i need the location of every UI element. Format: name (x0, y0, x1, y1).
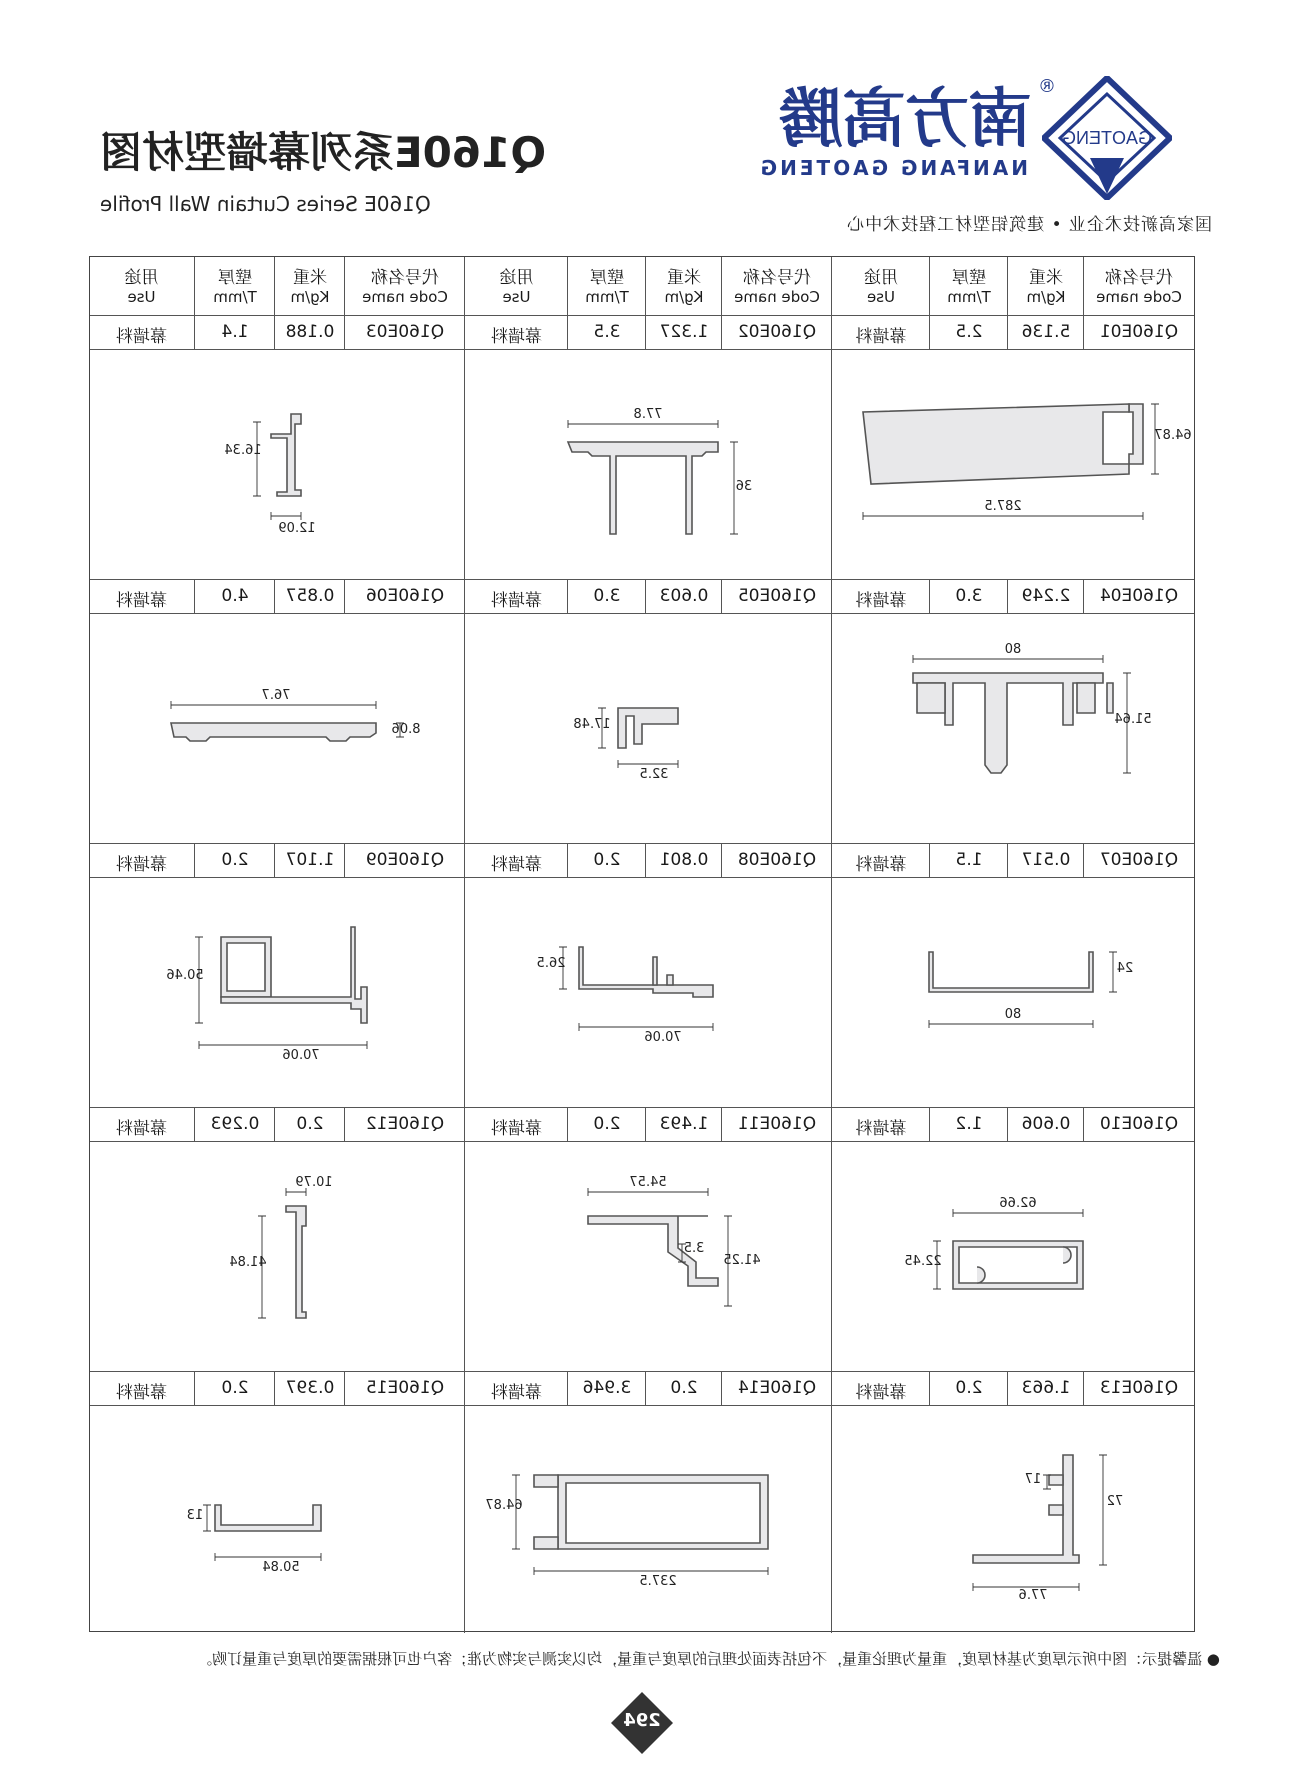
profile-use: 幕墙料 (116, 1119, 167, 1139)
profile-code: Q160E10 (1099, 1114, 1179, 1134)
column-header-cn: 米重 (1029, 268, 1063, 288)
footnote: ● 温馨提示：图中所示厚度为基材厚度，重量为理论重量，不包括表面处理后的厚度与重量，均以实测与实物为准；客户也可根据需要的厚度与重量订购。 (197, 1650, 1220, 1668)
profile-drawing (549, 394, 753, 534)
profile-weight: 0.606 (1021, 1114, 1071, 1134)
profile-weight: 0.857 (285, 586, 335, 606)
profile-drawing (187, 1475, 342, 1575)
profile-drawing (559, 1175, 762, 1326)
column-header-en: Code name (1096, 288, 1182, 306)
profile-outline (172, 723, 377, 741)
column-header-en: T/mm (947, 288, 991, 306)
page-title-cn: Q160E系列幕墙型材图 (100, 128, 547, 177)
column-header (195, 263, 275, 306)
dimension-label: 54.57 (629, 1175, 668, 1190)
profile-outline (559, 1475, 769, 1549)
profile-thickness: 3.0 (955, 586, 983, 606)
profile-weight: 0.517 (1021, 850, 1071, 870)
dimension-label: 10.79 (295, 1175, 334, 1190)
dimension-label: 17 (1024, 1472, 1042, 1487)
dimension-line (1099, 1455, 1107, 1565)
dimension-label: 77.8 (634, 407, 663, 422)
profile-outline (917, 683, 945, 713)
dimension-label: 77.6 (1018, 1588, 1048, 1603)
column-header (722, 263, 832, 306)
profile-thickness: 1.5 (955, 850, 983, 870)
grid-hline (90, 613, 1194, 614)
column-header (646, 263, 722, 306)
profile-use: 幕墙料 (491, 591, 542, 611)
profile-code: Q160E04 (1099, 586, 1179, 606)
profile-thickness: 0.293 (210, 1114, 260, 1134)
brand-name-en: NANFANG GAOTENG (757, 156, 1028, 180)
grid-vline (831, 257, 832, 1633)
profile-use: 幕墙料 (855, 327, 907, 347)
profile-outline (619, 708, 679, 748)
profile-drawing (933, 1445, 1124, 1603)
dimension-label: 41.25 (723, 1253, 762, 1268)
column-header-cn: 米重 (293, 268, 327, 288)
profile-drawing (485, 1465, 779, 1589)
profile-code: Q160E07 (1099, 850, 1179, 870)
profile-outline (1077, 683, 1095, 713)
profile-outline (222, 937, 272, 997)
profile-use: 幕墙料 (855, 1383, 907, 1403)
profile-outline (1049, 1505, 1063, 1515)
column-header-en: Kg/m (290, 288, 330, 306)
grid-hline (90, 579, 1194, 580)
profile-code: Q160E06 (365, 586, 445, 606)
grid-hline (90, 1371, 1194, 1372)
profile-outline (668, 975, 674, 985)
dimension-label: 72 (1106, 1494, 1124, 1509)
column-header (568, 263, 646, 306)
profile-code: Q160E12 (365, 1114, 445, 1134)
profile-weight: 1.107 (285, 850, 335, 870)
profile-drawing (573, 688, 699, 782)
column-header-en: Code name (362, 288, 448, 306)
profile-code: Q160E11 (737, 1114, 817, 1134)
brand-name-cn: 南方高腾 (780, 83, 1032, 157)
profile-drawing (166, 927, 382, 1063)
profile-weight: 0.188 (285, 322, 335, 342)
dimension-label: 76.7 (262, 688, 291, 703)
dimension-line (204, 1505, 212, 1531)
profile-weight: 0.603 (659, 586, 709, 606)
profile-code: Q160E14 (737, 1378, 817, 1398)
column-header-cn: 壁厚 (952, 268, 986, 288)
column-header-en: Kg/m (1026, 288, 1066, 306)
profile-drawing (167, 688, 421, 763)
profile-code: Q160E05 (737, 586, 817, 606)
dimension-line (272, 512, 302, 520)
page-number: 294 (623, 1710, 661, 1731)
profile-use: 幕墙料 (491, 1119, 542, 1139)
profile-weight: 1.493 (659, 1114, 709, 1134)
profile-code: Q160E03 (365, 322, 445, 342)
column-header (465, 263, 568, 306)
column-header-cn: 代号名称 (371, 268, 439, 288)
profile-weight: 0.397 (285, 1378, 335, 1398)
profile-drawing (913, 642, 1152, 803)
profile-use: 幕墙料 (855, 591, 907, 611)
dimension-label: 70.06 (282, 1048, 321, 1063)
column-header-cn: 用途 (864, 268, 898, 288)
profile-outline (535, 1537, 559, 1549)
profile-outline (1129, 404, 1143, 464)
profile-thickness: 1.4 (221, 322, 249, 342)
profile-thickness: 4.0 (221, 586, 249, 606)
column-header-en: Use (866, 288, 896, 306)
grid-vline (464, 257, 465, 1633)
grid-hline (90, 315, 1194, 316)
profile-outline (272, 414, 302, 496)
registered-mark: ® (1038, 76, 1056, 97)
profile-outline (535, 1475, 559, 1487)
logo-text: GAOTENG (1061, 128, 1153, 148)
dimension-label: 17.48 (573, 717, 612, 732)
column-header (930, 263, 1008, 306)
profile-outline (1063, 1247, 1071, 1263)
grid-hline (90, 1141, 1194, 1142)
profile-code: Q160E09 (365, 850, 445, 870)
dimension-label: 26.5 (537, 956, 566, 971)
profile-thickness: 2.0 (593, 850, 621, 870)
column-header-en: Code name (734, 288, 820, 306)
profile-thickness: 3.946 (582, 1378, 632, 1398)
dimension-label: 80 (1004, 642, 1022, 657)
profile-thickness: 2.0 (221, 850, 249, 870)
column-header-cn: 用途 (124, 268, 159, 288)
grid-hline (90, 843, 1194, 844)
profile-outline (287, 1206, 307, 1318)
column-header-en: Use (502, 288, 531, 306)
profile-use: 幕墙料 (491, 1383, 542, 1403)
profile-code: Q160E08 (737, 850, 817, 870)
column-header-cn: 用途 (499, 268, 534, 288)
profile-outline (216, 1505, 322, 1531)
brand-logo (1042, 76, 1172, 200)
grid-hline (90, 1107, 1194, 1108)
profile-thickness: 2.0 (593, 1114, 621, 1134)
dimension-label: 287.5 (984, 499, 1022, 514)
grid-hline (90, 877, 1194, 878)
profile-code: Q160E15 (365, 1378, 445, 1398)
column-header (275, 263, 345, 306)
column-header-cn: 代号名称 (1105, 268, 1173, 288)
dimension-line (254, 422, 262, 496)
profile-weight: 1.663 (1021, 1378, 1071, 1398)
dimension-label: 64.87 (485, 1498, 524, 1513)
profile-drawing (227, 1175, 334, 1326)
profile-use: 幕墙料 (491, 855, 542, 875)
grid-hline (90, 1405, 1194, 1406)
column-header (88, 263, 195, 306)
profile-thickness: 3.0 (593, 586, 621, 606)
dimension-label: 51.64 (1114, 712, 1152, 727)
profile-thickness: 1.2 (955, 1114, 983, 1134)
dimension-label: 24 (1116, 961, 1134, 976)
column-header-en: T/mm (585, 288, 629, 306)
column-header (345, 263, 465, 306)
profile-weight: 2.0 (670, 1378, 698, 1398)
dimension-label: 32.5 (640, 767, 669, 782)
dimension-label: 8.06 (392, 722, 421, 737)
profile-outline (654, 957, 658, 985)
profile-code: Q160E02 (737, 322, 817, 342)
dimension-label: 50.46 (166, 968, 205, 983)
column-header (1008, 263, 1084, 306)
dimension-label: 12.09 (278, 521, 317, 536)
column-header-cn: 米重 (667, 268, 701, 288)
dimension-label: 41.84 (229, 1255, 268, 1270)
profile-thickness: 3.5 (593, 322, 621, 342)
profile-outline (863, 404, 1129, 484)
dimension-label: 16.34 (224, 443, 263, 458)
profile-use: 幕墙料 (116, 855, 167, 875)
profile-use: 幕墙料 (491, 327, 542, 347)
profile-code: Q160E13 (1099, 1378, 1179, 1398)
profile-thickness: 2.0 (221, 1378, 249, 1398)
profile-drawing (537, 937, 734, 1047)
profile-drawing (224, 394, 322, 536)
profile-outline (929, 952, 1093, 992)
profile-weight: 2.249 (1021, 586, 1071, 606)
profile-outline (1049, 1475, 1063, 1485)
profile-use: 幕墙料 (855, 855, 907, 875)
dimension-label: 3.5 (684, 1241, 705, 1256)
profile-use: 幕墙料 (116, 327, 167, 347)
profile-weight: 1.327 (659, 322, 709, 342)
dimension-label: 80 (1004, 1007, 1022, 1022)
profile-drawing (863, 394, 1192, 534)
profile-use: 幕墙料 (116, 1383, 167, 1403)
dimension-label: 22.45 (904, 1254, 942, 1269)
dimension-label: 50.84 (262, 1560, 301, 1575)
column-header-cn: 壁厚 (590, 268, 624, 288)
profile-weight: 2.0 (296, 1114, 324, 1134)
profile-code: Q160E01 (1099, 322, 1179, 342)
column-header-en: Use (127, 288, 156, 306)
dimension-label: 36 (736, 479, 753, 494)
column-header (832, 263, 930, 306)
profile-outline (1107, 683, 1113, 713)
page-title-en: Q160E Series Curtain Wall Profile (100, 192, 431, 216)
profile-outline (977, 1267, 985, 1283)
column-header-cn: 壁厚 (218, 268, 252, 288)
footnote-text: 温馨提示：图中所示厚度为基材厚度，重量为理论重量，不包括表面处理后的厚度与重量，均以实测与实物为准；客户也可根据需要的厚度与重量订购。 (197, 1650, 1203, 1668)
profile-use: 幕墙料 (855, 1119, 907, 1139)
dimension-label: 70.06 (644, 1030, 683, 1045)
column-header-cn: 代号名称 (743, 268, 811, 288)
page-number-badge (609, 1690, 675, 1756)
dimension-label: 64.87 (1154, 428, 1192, 443)
dimension-label: 13 (187, 1508, 204, 1523)
profile-use: 幕墙料 (116, 591, 167, 611)
profile-outline (580, 947, 714, 997)
column-header-en: Kg/m (664, 288, 704, 306)
profile-weight: 0.801 (659, 850, 709, 870)
column-header-en: T/mm (213, 288, 257, 306)
profile-weight: 5.136 (1021, 322, 1071, 342)
profile-thickness: 2.5 (955, 322, 983, 342)
column-header (1084, 263, 1194, 306)
profile-outline (569, 442, 719, 534)
profile-thickness: 2.0 (955, 1378, 983, 1398)
dimension-label: 62.66 (999, 1196, 1037, 1211)
profile-drawing (923, 942, 1134, 1042)
dimension-label: 237.5 (639, 1574, 678, 1589)
brand-tagline: 国家高新技术企业 • 建筑铝型材工程技术中心 (846, 215, 1212, 235)
profile-drawing (904, 1196, 1093, 1311)
profile-table (89, 256, 1195, 1632)
grid-hline (90, 349, 1194, 350)
